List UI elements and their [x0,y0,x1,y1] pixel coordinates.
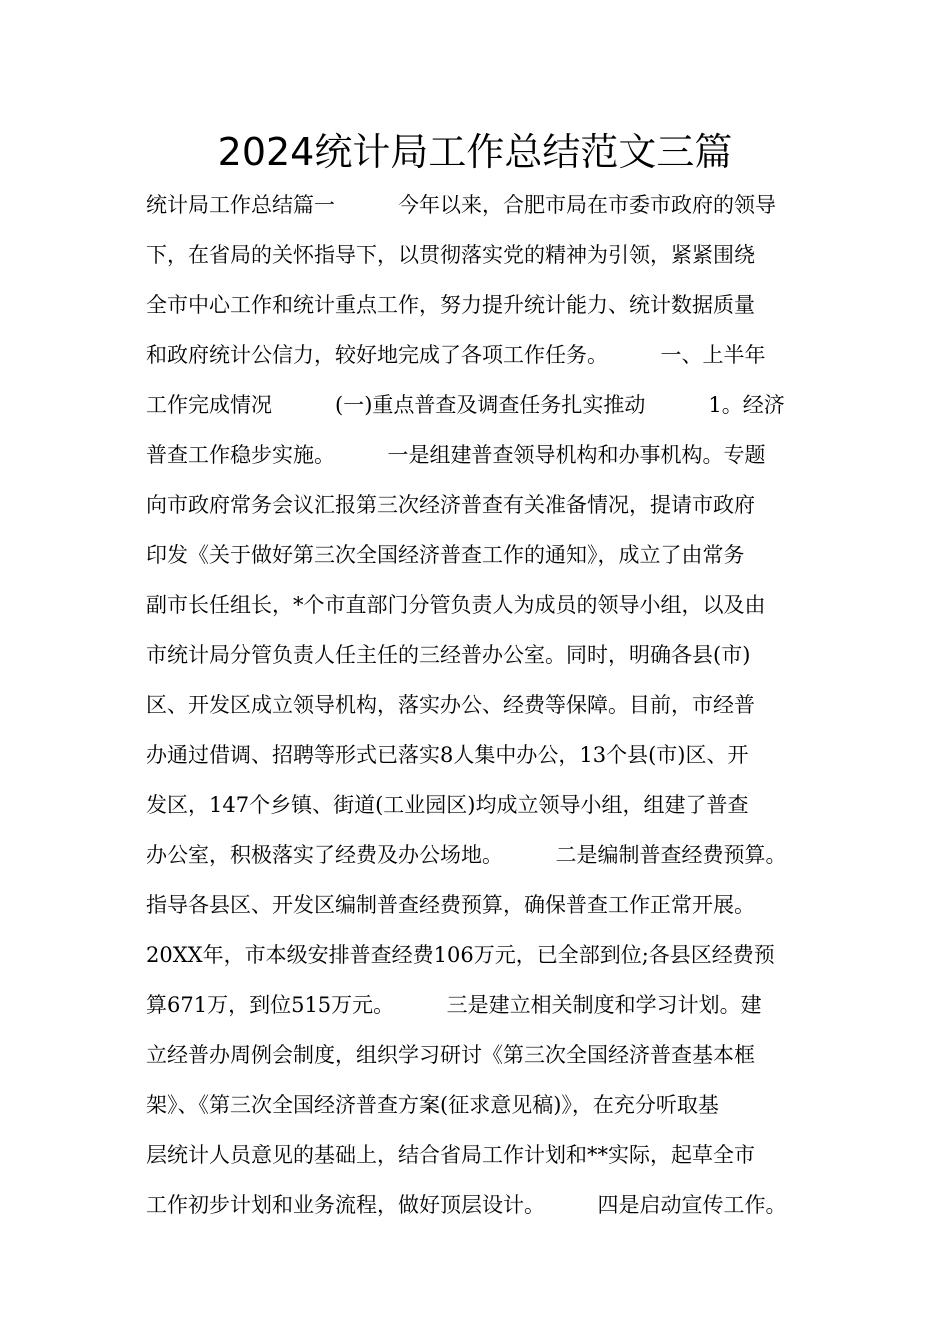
text-line: 20XX年，市本级安排普查经费106万元，已全部到位;各县区经费预 [146,943,775,967]
text-line: 统计局工作总结篇一 今年以来，合肥市局在市委市政府的领导 [146,193,776,217]
document-title: 2024统计局工作总结范文三篇 [217,130,733,174]
text-line: 架》、《第三次全国经济普查方案(征求意见稿)》，在充分听取基 [146,1093,719,1117]
text-line: 全市中心工作和统计重点工作，努力提升统计能力、统计数据质量 [146,293,755,317]
text-line: 办公室，积极落实了经费及办公场地。 二是编制普查经费预算。 [146,843,787,867]
text-line: 下，在省局的关怀指导下，以贯彻落实党的精神为引领，紧紧围绕 [146,243,755,267]
text-line: 普查工作稳步实施。 一是组建普查领导机构和办事机构。专题 [146,443,766,467]
text-line: 工作完成情况 (一)重点普查及调查任务扎实推动 1。经济 [146,393,785,417]
text-line: 发区，147个乡镇、街道(工业园区)均成立领导小组，组建了普查 [146,793,749,817]
text-line: 立经普办周例会制度，组织学习研讨《第三次全国经济普查基本框 [146,1043,755,1067]
text-line: 副市长任组长，*个市直部门分管负责人为成员的领导小组，以及由 [146,593,766,617]
text-line: 和政府统计公信力，较好地完成了各项工作任务。 一、上半年 [146,343,766,367]
text-line: 印发《关于做好第三次全国经济普查工作的通知》，成立了由常务 [146,543,745,567]
text-line: 办通过借调、招聘等形式已落实8人集中办公，13个县(市)区、开 [146,743,749,767]
text-line: 层统计人员意见的基础上，结合省局工作计划和**实际，起草全市 [146,1143,755,1167]
text-line: 向市政府常务会议汇报第三次经济普查有关准备情况，提请市政府 [146,493,755,517]
text-line: 区、开发区成立领导机构，落实办公、经费等保障。目前，市经普 [146,693,755,717]
text-line: 算671万，到位515万元。 三是建立相关制度和学习计划。建 [146,993,762,1017]
body-text [146,180,836,1230]
text-line: 市统计局分管负责人任主任的三经普办公室。同时，明确各县(市) [146,643,751,667]
text-line: 工作初步计划和业务流程，做好顶层设计。 四是启动宣传工作。 [146,1193,787,1217]
text-line: 指导各县区、开发区编制普查经费预算，确保普查工作正常开展。 [146,893,755,917]
